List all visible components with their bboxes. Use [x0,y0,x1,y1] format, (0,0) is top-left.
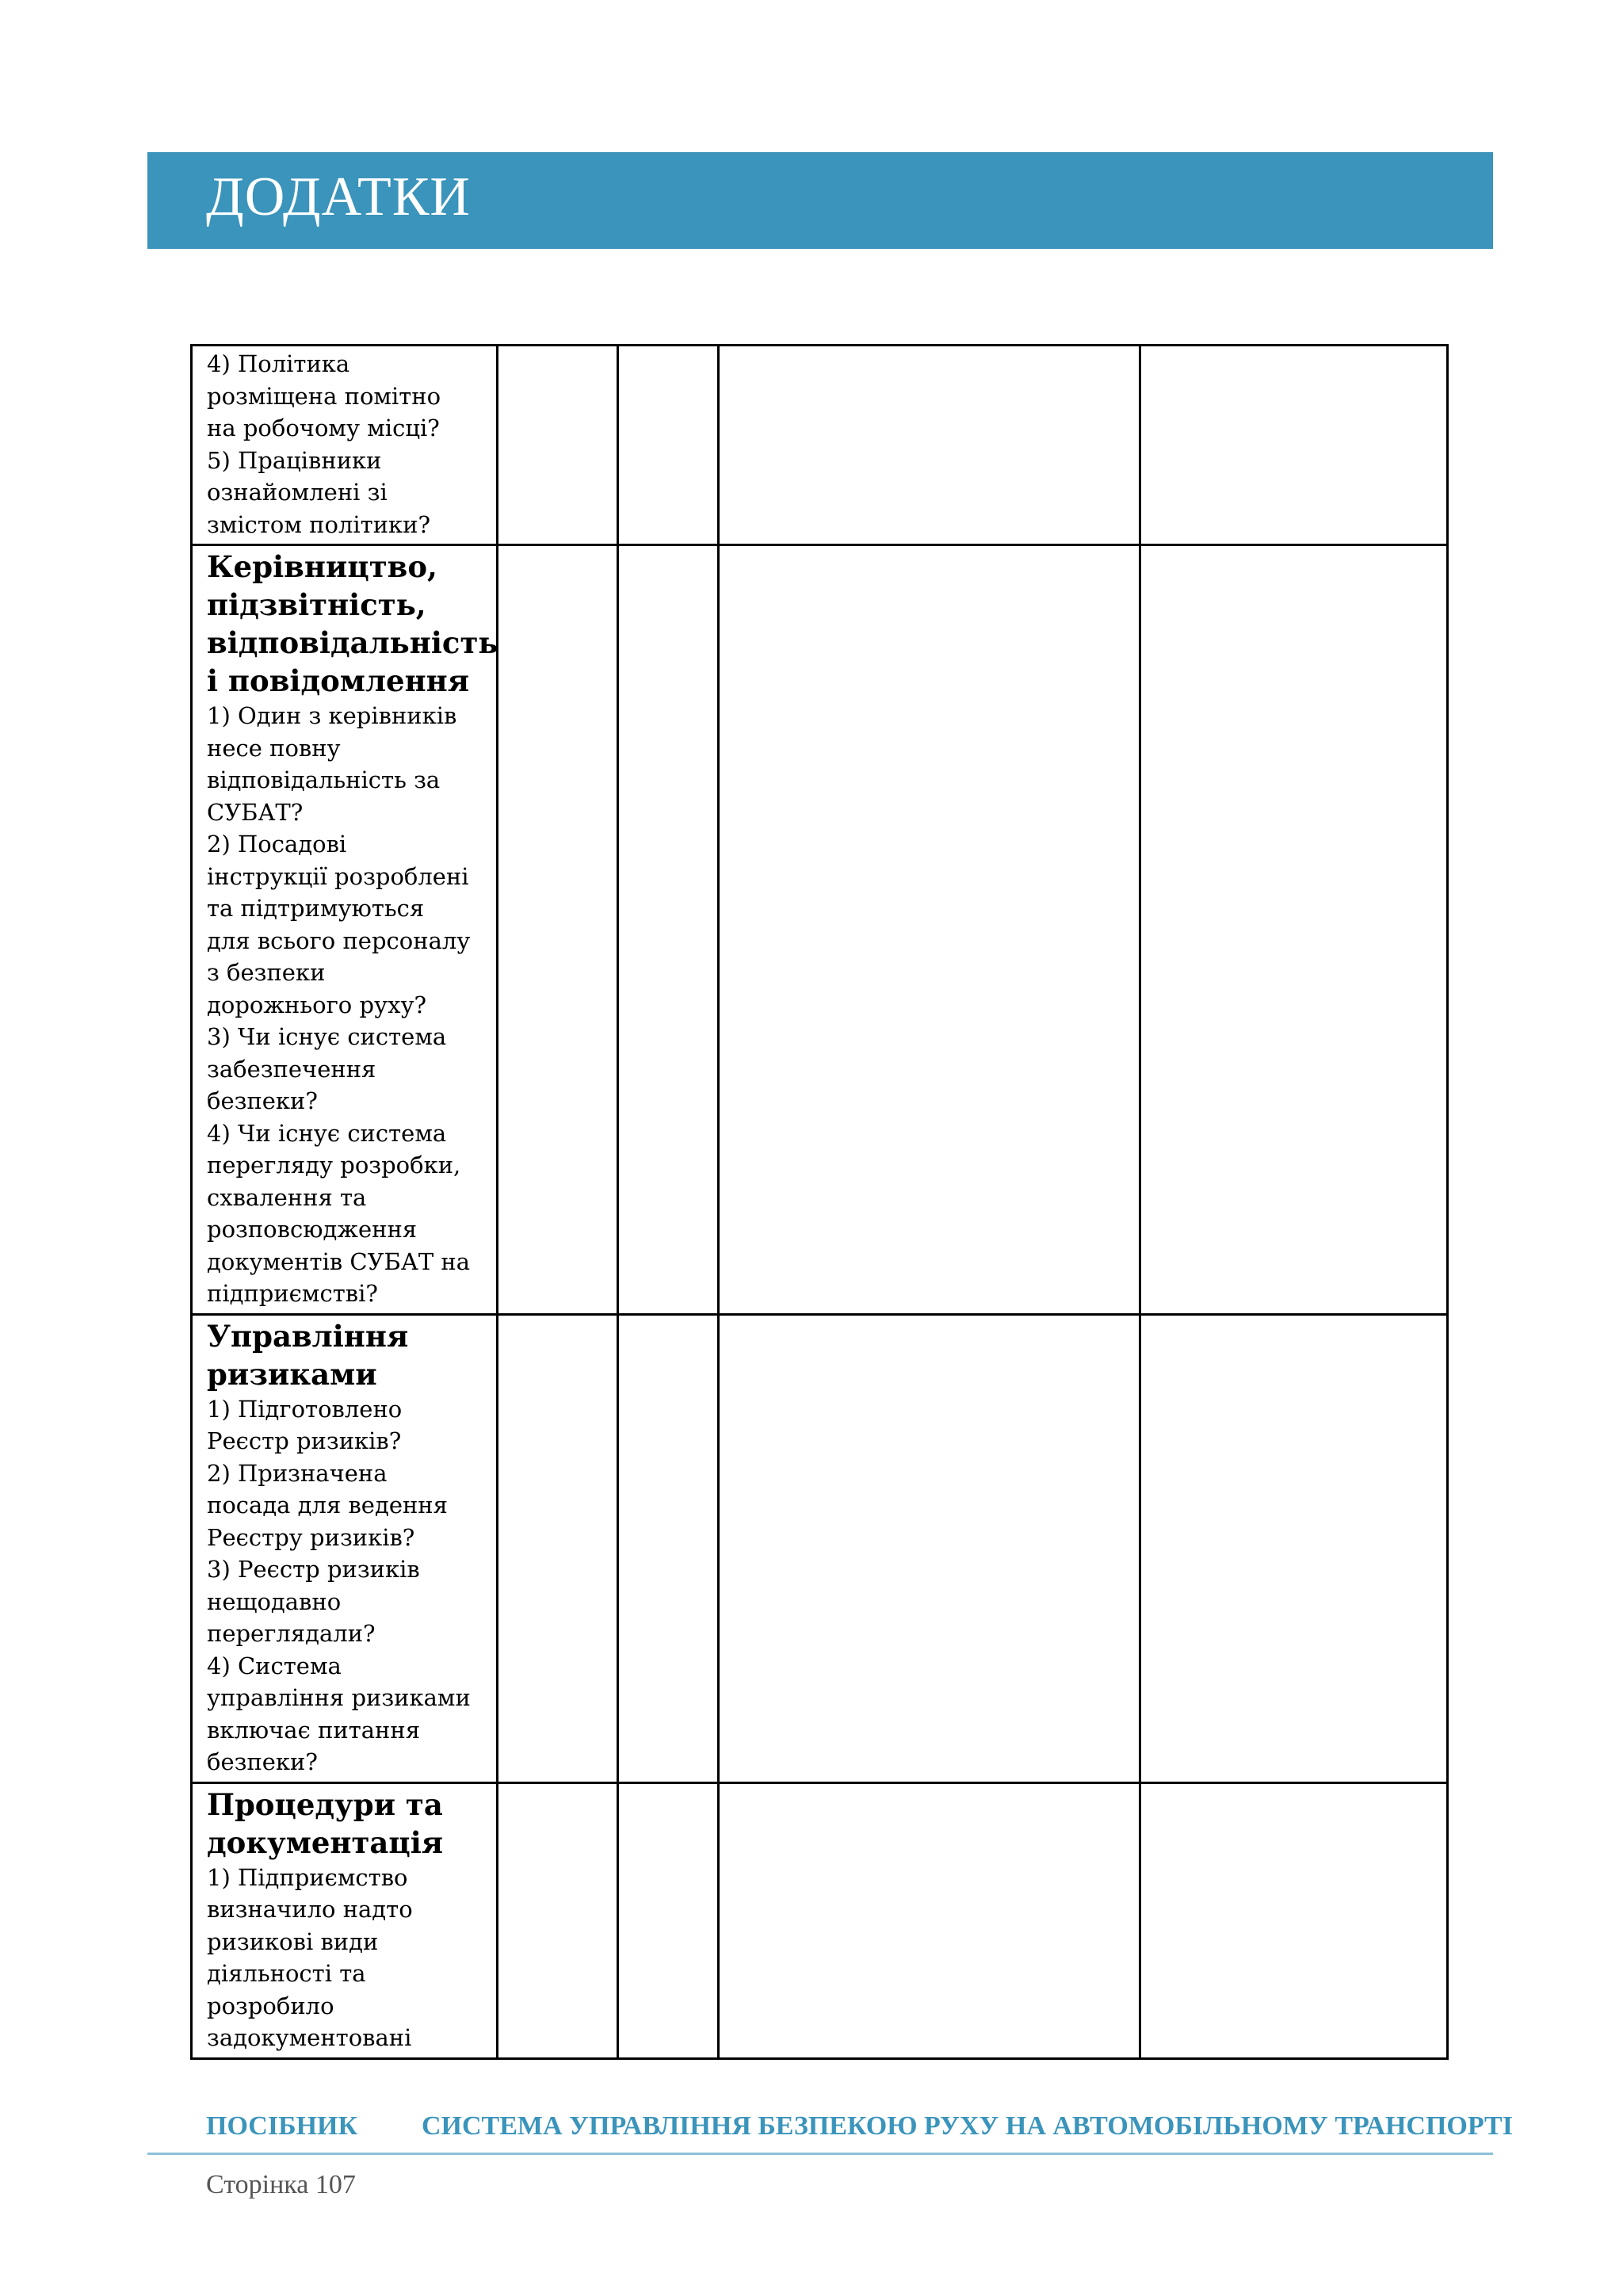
checklist-item: 4) Система [207,1652,342,1679]
table-row [192,346,1448,545]
checklist-item: розповсюдження [207,1216,418,1243]
checklist-item: переглядали? [207,1620,376,1647]
question-cell [192,545,498,1315]
footer-doc-type: ПОСІБНИК [206,2111,358,2141]
empty-cell [1140,1314,1447,1782]
section-heading: Управління ризиками [207,1318,409,1392]
empty-cell [618,1782,719,2058]
empty-cell [498,545,618,1315]
checklist-item: ризикові види [207,1927,379,1955]
empty-cell [618,545,719,1315]
checklist-item: посада для ведення [207,1492,448,1519]
question-cell [192,1782,498,2058]
empty-cell [1140,346,1447,545]
question-cell [192,346,498,545]
table-row [192,1314,1448,1782]
checklist-item: 1) Один з керівників [207,702,457,729]
empty-cell [1140,545,1447,1315]
checklist-item: визначило надто [207,1896,413,1923]
empty-cell [719,1782,1140,2058]
checklist-item: 4) Політика [207,350,350,377]
checklist-item: розміщена помітно [207,382,441,410]
empty-cell [1140,1782,1447,2058]
checklist-item: розробило [207,1992,334,2019]
checklist-item: 1) Підприємство [207,1863,408,1891]
checklist-item: несе повну [207,734,341,762]
checklist-item: та підтримуються [207,895,425,922]
checklist-item: включає питання [207,1716,420,1744]
empty-cell [719,346,1140,545]
checklist-item: нещодавно [207,1587,342,1615]
header-banner [147,152,1493,249]
checklist-item: 3) Реєстр ризиків [207,1556,420,1583]
checklist-item: відповідальність за [207,766,441,793]
checklist-item: 1) Підготовлено [207,1395,403,1423]
checklist-item: 5) Працівники [207,446,382,474]
empty-cell [618,1314,719,1782]
checklist-item: ознайомлені зі [207,479,388,506]
empty-cell [498,1314,618,1782]
table-row [192,1782,1448,2058]
empty-cell [618,346,719,545]
question-cell [192,1314,498,1782]
checklist-item: Реєстру ризиків? [207,1523,415,1551]
checklist-item: документів СУБАТ на [207,1247,471,1275]
checklist-item: дорожнього руху? [207,991,427,1018]
checklist-item: для всього персоналу [207,926,471,954]
checklist-table [190,344,1449,2060]
footer-doc-title: СИСТЕМА УПРАВЛІННЯ БЕЗПЕКОЮ РУХУ НА АВТОМОБІЛЬНОМУ ТРАНСПОРТІ [422,2111,1513,2141]
empty-cell [498,1782,618,2058]
checklist-item: управління ризиками [207,1684,471,1711]
empty-cell [719,545,1140,1315]
table-row [192,545,1448,1315]
checklist-item: 2) Посадові [207,831,347,858]
checklist-item: схвалення та [207,1183,367,1211]
checklist-item: 2) Призначена [207,1459,388,1487]
empty-cell [719,1314,1140,1782]
checklist-item: 3) Чи існує система [207,1023,447,1050]
checklist-item: безпеки? [207,1087,318,1114]
checklist-item: СУБАТ? [207,798,304,826]
checklist-item: Реєстр ризиків? [207,1427,402,1454]
checklist-item: з безпеки [207,959,326,986]
section-heading: Процедури та документація [207,1786,444,1860]
footer-divider [147,2153,1493,2155]
page-title: ДОДАТКИ [206,166,471,227]
checklist-item: змістом політики? [207,510,431,538]
empty-cell [498,346,618,545]
section-heading: Керівництво, підзвітність, відповідальність і повідомлення [207,549,498,698]
checklist-item: забезпечення [207,1055,376,1083]
checklist-item: діяльності та [207,1960,366,1987]
checklist-item: перегляду розробки, [207,1152,461,1179]
checklist-item: 4) Чи існує система [207,1119,447,1147]
checklist-item: на робочому місці? [207,415,440,441]
checklist-item: підприємстві? [207,1280,378,1307]
checklist-item: задокументовані [207,2024,412,2051]
page-number: Сторінка 107 [206,2170,356,2199]
checklist-item: безпеки? [207,1748,318,1775]
checklist-item: інструкції розроблені [207,862,469,890]
